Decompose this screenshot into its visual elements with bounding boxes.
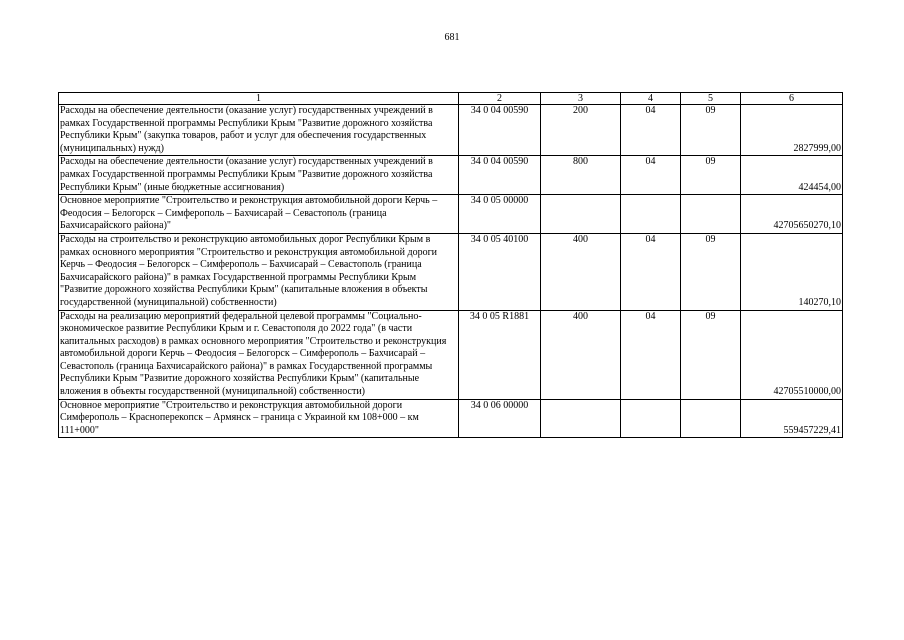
- row-col-5: [681, 195, 741, 234]
- row-description: Расходы на обеспечение деятельности (оказание услуг) государственных учреждений в рамках Государственной программы Республики Крым "Развитие дорожного хозяйства Республики Крым" (иные бюджетные ассигнования): [59, 156, 459, 195]
- row-amount: 559457229,41: [741, 399, 843, 438]
- header-col-1: 1: [59, 93, 459, 105]
- row-col-5: 09: [681, 233, 741, 310]
- row-description: Основное мероприятие "Строительство и реконструкция автомобильной дороги Симферополь – Красноперекопск – Армянск – граница с Украиной км 108+000 – км 111+000": [59, 399, 459, 438]
- table-row: [59, 105, 843, 156]
- row-col-3: 200: [541, 105, 621, 156]
- row-description: Расходы на обеспечение деятельности (оказание услуг) государственных учреждений в рамках Государственной программы Республики Крым "Развитие дорожного хозяйства Республики Крым" (закупка товаров, работ и услуг для обеспечения государственных (муниципальных) нужд): [59, 105, 459, 156]
- row-description: Расходы на строительство и реконструкцию автомобильных дорог Республики Крым в рамках основного мероприятия "Строительство и реконструкция автомобильной дороги Керчь – Феодосия – Белогорск – Симферополь – Бахчисарай – Севастополь (граница Бахчисарайского района)" в рамках Государственной программы Республики Крым "Развитие дорожного хозяйства Республики Крым" (капитальные вложения в объекты государственной (муниципальной) собственности): [59, 233, 459, 310]
- row-description: Основное мероприятие "Строительство и реконструкция автомобильной дороги Керчь – Феодосия – Белогорск – Симферополь – Бахчисарай – Севастополь (граница Бахчисарайского района)": [59, 195, 459, 234]
- row-description: Расходы на реализацию мероприятий федеральной целевой программы "Социально-экономическое развитие Республики Крым и г. Севастополя до 2022 года" (в части капитальных расходов) в рамках основного мероприятия "Строительство и реконструкция автомобильной дороги Керчь – Феодосия – Белогорск – Симферополь – Бахчисарай – Севастополь (граница Бахчисарайского района)" в рамках Государственной программы Республики Крым "Развитие дорожного хозяйства Республики Крым" (капитальные вложения в объекты государственной (муниципальной) собственности): [59, 310, 459, 399]
- row-code: 34 0 04 00590: [459, 105, 541, 156]
- row-code: 34 0 05 40100: [459, 233, 541, 310]
- row-amount: 140270,10: [741, 233, 843, 310]
- row-amount: 42705650270,10: [741, 195, 843, 234]
- table-row: [59, 233, 843, 310]
- row-code: 34 0 04 00590: [459, 156, 541, 195]
- row-amount: 2827999,00: [741, 105, 843, 156]
- row-col-4: 04: [621, 105, 681, 156]
- header-col-6: 6: [741, 93, 843, 105]
- budget-table: [58, 92, 843, 438]
- row-code: 34 0 05 R1881: [459, 310, 541, 399]
- table-header-row: [59, 93, 843, 105]
- row-code: 34 0 05 00000: [459, 195, 541, 234]
- row-col-5: [681, 399, 741, 438]
- header-col-4: 4: [621, 93, 681, 105]
- row-amount: 42705510000,00: [741, 310, 843, 399]
- row-col-5: 09: [681, 156, 741, 195]
- row-col-4: [621, 399, 681, 438]
- row-amount: 424454,00: [741, 156, 843, 195]
- row-col-4: [621, 195, 681, 234]
- table-row: [59, 156, 843, 195]
- row-col-3: 400: [541, 310, 621, 399]
- row-col-3: [541, 399, 621, 438]
- table-row: [59, 399, 843, 438]
- row-col-3: [541, 195, 621, 234]
- header-col-5: 5: [681, 93, 741, 105]
- row-col-4: 04: [621, 310, 681, 399]
- row-col-4: 04: [621, 233, 681, 310]
- table-row: [59, 310, 843, 399]
- row-code: 34 0 06 00000: [459, 399, 541, 438]
- header-col-2: 2: [459, 93, 541, 105]
- row-col-3: 400: [541, 233, 621, 310]
- row-col-4: 04: [621, 156, 681, 195]
- row-col-3: 800: [541, 156, 621, 195]
- header-col-3: 3: [541, 93, 621, 105]
- row-col-5: 09: [681, 105, 741, 156]
- row-col-5: 09: [681, 310, 741, 399]
- page-number: 681: [444, 32, 460, 43]
- table-row: [59, 195, 843, 234]
